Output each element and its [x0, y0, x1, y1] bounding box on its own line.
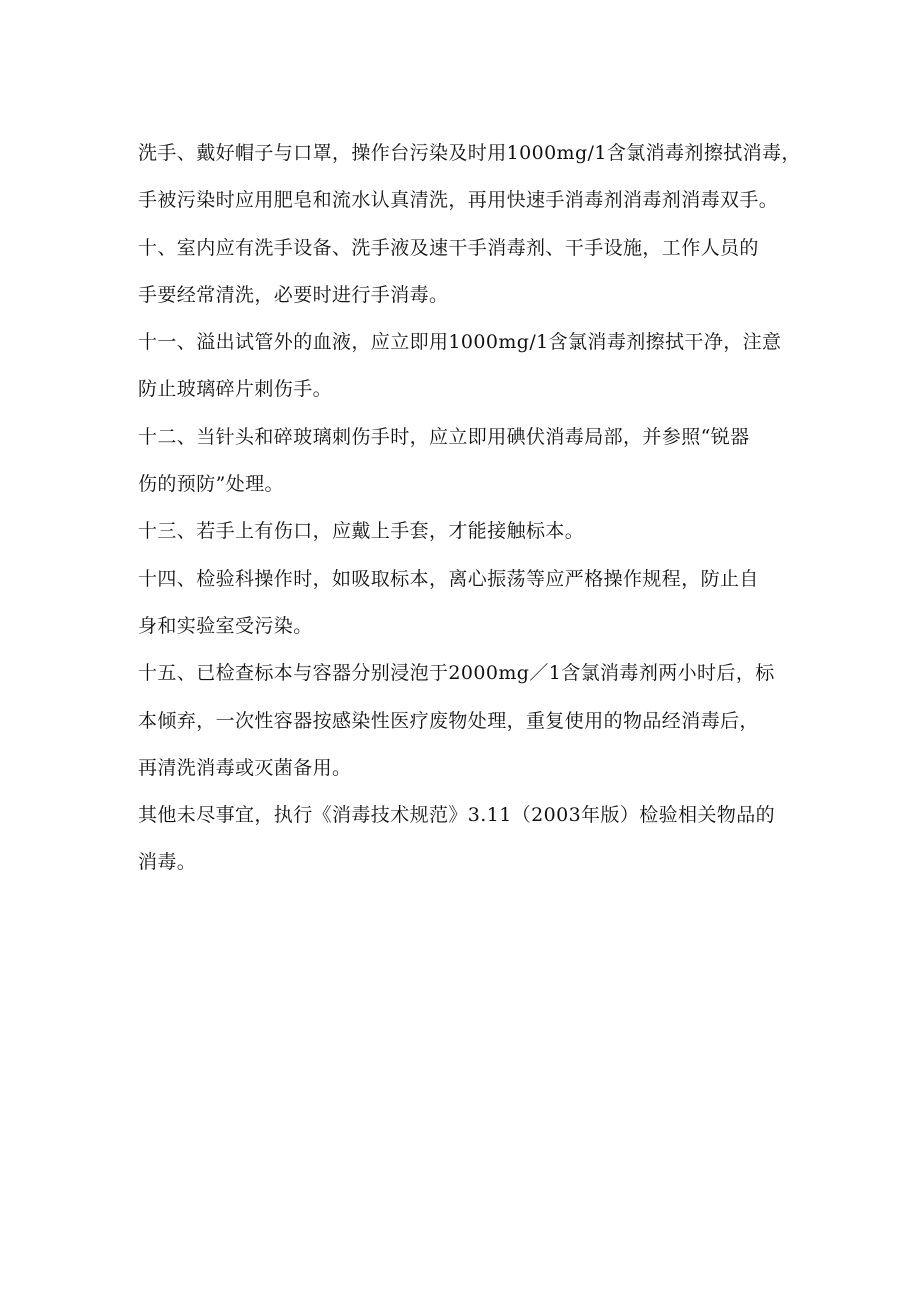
- text-line: 十三、若手上有伤口，应戴上手套，才能接触标本。: [138, 520, 585, 543]
- text-line: 十四、检验科操作时，如吸取标本，离心振荡等应严格操作规程，防止自: [138, 567, 759, 590]
- text-line: 本倾弃，一次性容器按感染性医疗废物处理，重复使用的物品经消毒后，: [138, 709, 759, 732]
- text-line: 手要经常清洗，必要时进行手消毒。: [138, 283, 449, 306]
- text-line: 洗手、戴好帽子与口罩，操作台污染及时用1000mg/1含氯消毒剂擦拭消毒，: [138, 142, 801, 164]
- text-line: 十一、溢出试管外的血液，应立即用1000mg/1含氯消毒剂擦拭干净，注意: [138, 331, 782, 354]
- text-line: 十、室内应有洗手设备、洗手液及速干手消毒剂、干手设施，工作人员的: [138, 236, 759, 259]
- text-line: 十二、当针头和碎玻璃刺伤手时，应立即用碘伏消毒局部，并参照“锐器: [138, 425, 750, 448]
- text-line: 伤的预防”处理。: [138, 473, 284, 496]
- text-line: 消毒。: [138, 851, 197, 874]
- text-line: 手被污染时应用肥皂和流水认真清洗，再用快速手消毒剂消毒剂消毒双手。: [138, 189, 779, 212]
- text-line: 其他未尽事宜，执行《消毒技术规范》3.11（2003年版）检验相关物品的: [138, 804, 776, 827]
- text-line: 十五、已检查标本与容器分别浸泡于2000mg／1含氯消毒剂两小时后，标: [138, 662, 775, 685]
- text-line: 再清洗消毒或灭菌备用。: [138, 756, 352, 779]
- document-body: [138, 130, 801, 887]
- text-line: 防止玻璃碎片刺伤手。: [138, 378, 333, 401]
- text-line: 身和实验室受污染。: [138, 614, 313, 637]
